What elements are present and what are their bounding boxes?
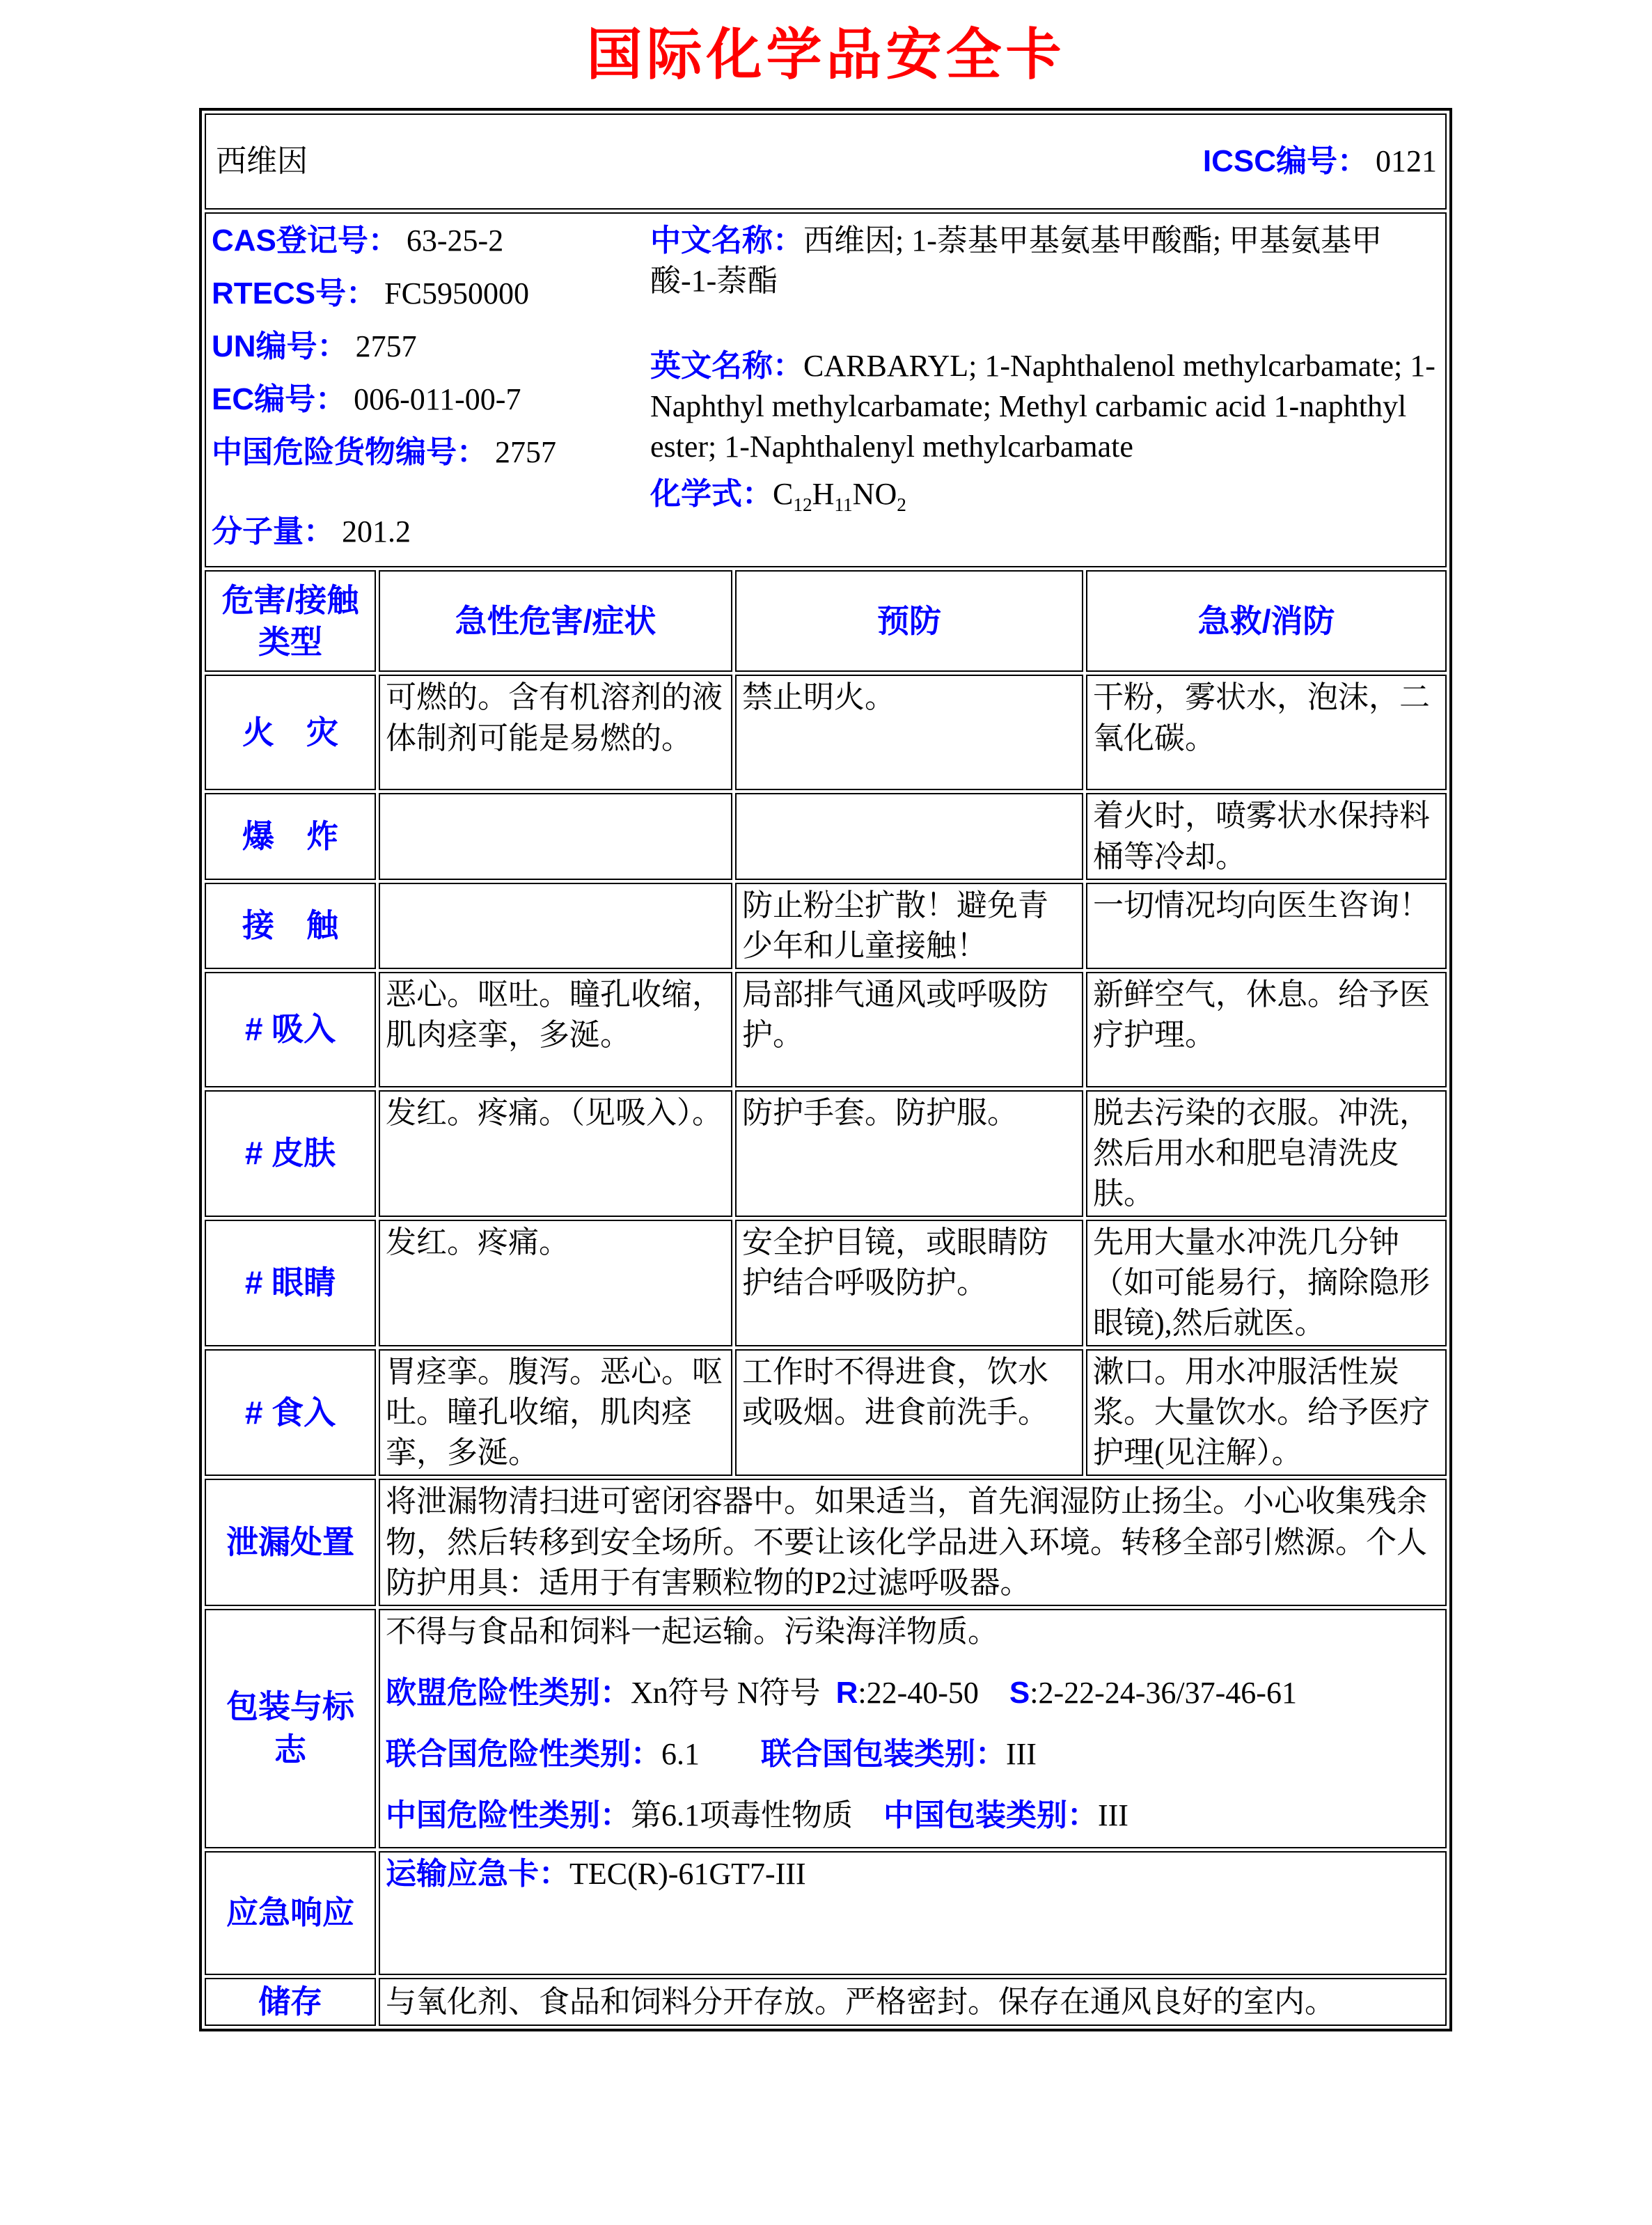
skin-response: 脱去污染的衣服。冲洗，然后用水和肥皂清洗皮肤。 <box>1086 1090 1447 1217</box>
inhalation-symptoms: 恶心。呕吐。瞳孔收缩，肌肉痉挛，多涎。 <box>379 972 732 1087</box>
skin-label: # 皮肤 <box>205 1090 376 1217</box>
column-header-symptoms: 急性危害/症状 <box>379 570 732 672</box>
fire-row <box>205 675 1447 790</box>
spillage-label: 泄漏处置 <box>205 1479 376 1605</box>
cas-number-line: CAS登记号： 63-25-2 <box>212 223 504 258</box>
eyes-row <box>205 1220 1447 1346</box>
packing-cn-classification: 中国危险性类别：第6.1项毒性物质 中国包装类别：III <box>386 1798 1128 1832</box>
spillage-text: 将泄漏物清扫进可密闭容器中。如果适当，首先润湿防止扬尘。小心收集残余物，然后转移到安全场所。不要让该化学品进入环境。转移全部引燃源。个人防护用具：适用于有害颗粒物的P2过滤呼吸器。 <box>379 1479 1447 1605</box>
transport-emergency-card-label: 运输应急卡： <box>386 1856 569 1891</box>
exposure-symptoms <box>379 883 732 969</box>
eyes-label: # 眼睛 <box>205 1220 376 1346</box>
skin-symptoms: 发红。疼痛。（见吸入）。 <box>379 1090 732 1217</box>
explosion-label: 爆 炸 <box>205 793 376 879</box>
transport-emergency-card-value: TEC(R)-61GT7-III <box>569 1856 806 1891</box>
packing-eu-classification: 欧盟危险性类别：Xn符号 N符号 R:22-40-50 S:2-22-24-36/37-46-61 <box>386 1675 1297 1710</box>
fire-label: 火 灾 <box>205 675 376 790</box>
inhalation-response: 新鲜空气，休息。给予医疗护理。 <box>1086 972 1447 1087</box>
emergency-label: 应急响应 <box>205 1851 376 1975</box>
emergency-row <box>205 1851 1447 1975</box>
chinese-name-line: 中文名称：西维因; 1-萘基甲基氨基甲酸酯; 甲基氨基甲酸-1-萘酯 <box>650 223 1383 299</box>
molecular-weight-line: 分子量： 201.2 <box>212 514 411 549</box>
eyes-response: 先用大量水冲洗几分钟（如可能易行，摘除隐形眼镜),然后就医。 <box>1086 1220 1447 1346</box>
exposure-prevention: 防止粉尘扩散！避免青少年和儿童接触！ <box>735 883 1083 969</box>
un-number-line: UN编号： 2757 <box>212 329 417 364</box>
explosion-symptoms <box>379 793 732 879</box>
exposure-row <box>205 883 1447 969</box>
column-header-prevention: 预防 <box>735 570 1083 672</box>
explosion-row <box>205 793 1447 879</box>
page-title: 国际化学品安全卡 <box>586 24 1066 86</box>
icsc-card-table <box>199 108 1452 2031</box>
packing-content <box>379 1609 1447 1848</box>
ingestion-response: 漱口。用水冲服活性炭浆。大量饮水。给予医疗护理(见注解）。 <box>1086 1349 1447 1476</box>
exposure-label: 接 触 <box>205 883 376 969</box>
inhalation-prevention: 局部排气通风或呼吸防护。 <box>735 972 1083 1087</box>
ec-number-line: EC编号： 006-011-00-7 <box>212 382 521 417</box>
cn-dangerous-goods-number-line: 中国危险货物编号： 2757 <box>212 435 556 470</box>
chemical-formula-line: 化学式：$C_{12}H_{11}NO_2$ <box>650 477 906 516</box>
column-header-hazard-type: 危害/接触 类型 <box>205 570 376 672</box>
identification-cell <box>205 212 1447 567</box>
identifiers-block <box>212 215 650 565</box>
card-header-cell <box>205 113 1447 210</box>
inhalation-label: # 吸入 <box>205 972 376 1087</box>
storage-label: 储存 <box>205 1978 376 2027</box>
skin-prevention: 防护手套。防护服。 <box>735 1090 1083 1217</box>
ingestion-row <box>205 1349 1447 1476</box>
column-header-first-aid: 急救/消防 <box>1086 570 1447 672</box>
fire-symptoms: 可燃的。含有机溶剂的液体制剂可能是易燃的。 <box>379 675 732 790</box>
emergency-content <box>379 1851 1447 1975</box>
explosion-response: 着火时，喷雾状水保持料桶等冷却。 <box>1086 793 1447 879</box>
icsc-number-label: ICSC编号： <box>1202 143 1368 178</box>
ingestion-symptoms: 胃痉挛。腹泻。恶心。呕吐。瞳孔收缩，肌肉痉挛，多涎。 <box>379 1349 732 1476</box>
storage-text: 与氧化剂、食品和饲料分开存放。严格密封。保存在通风良好的室内。 <box>379 1978 1447 2027</box>
spillage-row <box>205 1479 1447 1605</box>
packing-row <box>205 1609 1447 1848</box>
identification-row <box>205 212 1447 567</box>
skin-row <box>205 1090 1447 1217</box>
packing-transport-note: 不得与食品和饲料一起运输。污染海洋物质。 <box>386 1614 998 1649</box>
ingestion-prevention: 工作时不得进食，饮水或吸烟。进食前洗手。 <box>735 1349 1083 1476</box>
column-header-row <box>205 570 1447 672</box>
names-block <box>650 215 1440 565</box>
fire-prevention: 禁止明火。 <box>735 675 1083 790</box>
packing-label: 包装与标志 <box>205 1609 376 1848</box>
icsc-number-value: 0121 <box>1376 143 1437 178</box>
eyes-symptoms: 发红。疼痛。 <box>379 1220 732 1346</box>
chemical-formula: $C_{12}H_{11}NO_2$ <box>773 477 906 516</box>
english-name-line: 英文名称：CARBARYL; 1-Naphthalenol methylcarbamate; 1-Naphthyl methylcarbamate; Methyl carbamic acid 1-naphthyl ester; 1-Naphthalenyl methylcarbamate <box>650 349 1435 464</box>
card-header-row <box>205 113 1447 210</box>
explosion-prevention <box>735 793 1083 879</box>
rtecs-number-line: RTECS号： FC5950000 <box>212 276 529 311</box>
ingestion-label: # 食入 <box>205 1349 376 1476</box>
fire-response: 干粉，雾状水，泡沫，二氧化碳。 <box>1086 675 1447 790</box>
eyes-prevention: 安全护目镜，或眼睛防护结合呼吸防护。 <box>735 1220 1083 1346</box>
substance-name: 西维因 <box>216 143 308 178</box>
packing-un-classification: 联合国危险性类别：6.1 联合国包装类别：III <box>386 1736 1037 1771</box>
inhalation-row <box>205 972 1447 1087</box>
exposure-response: 一切情况均向医生咨询！ <box>1086 883 1447 969</box>
storage-row <box>205 1978 1447 2027</box>
